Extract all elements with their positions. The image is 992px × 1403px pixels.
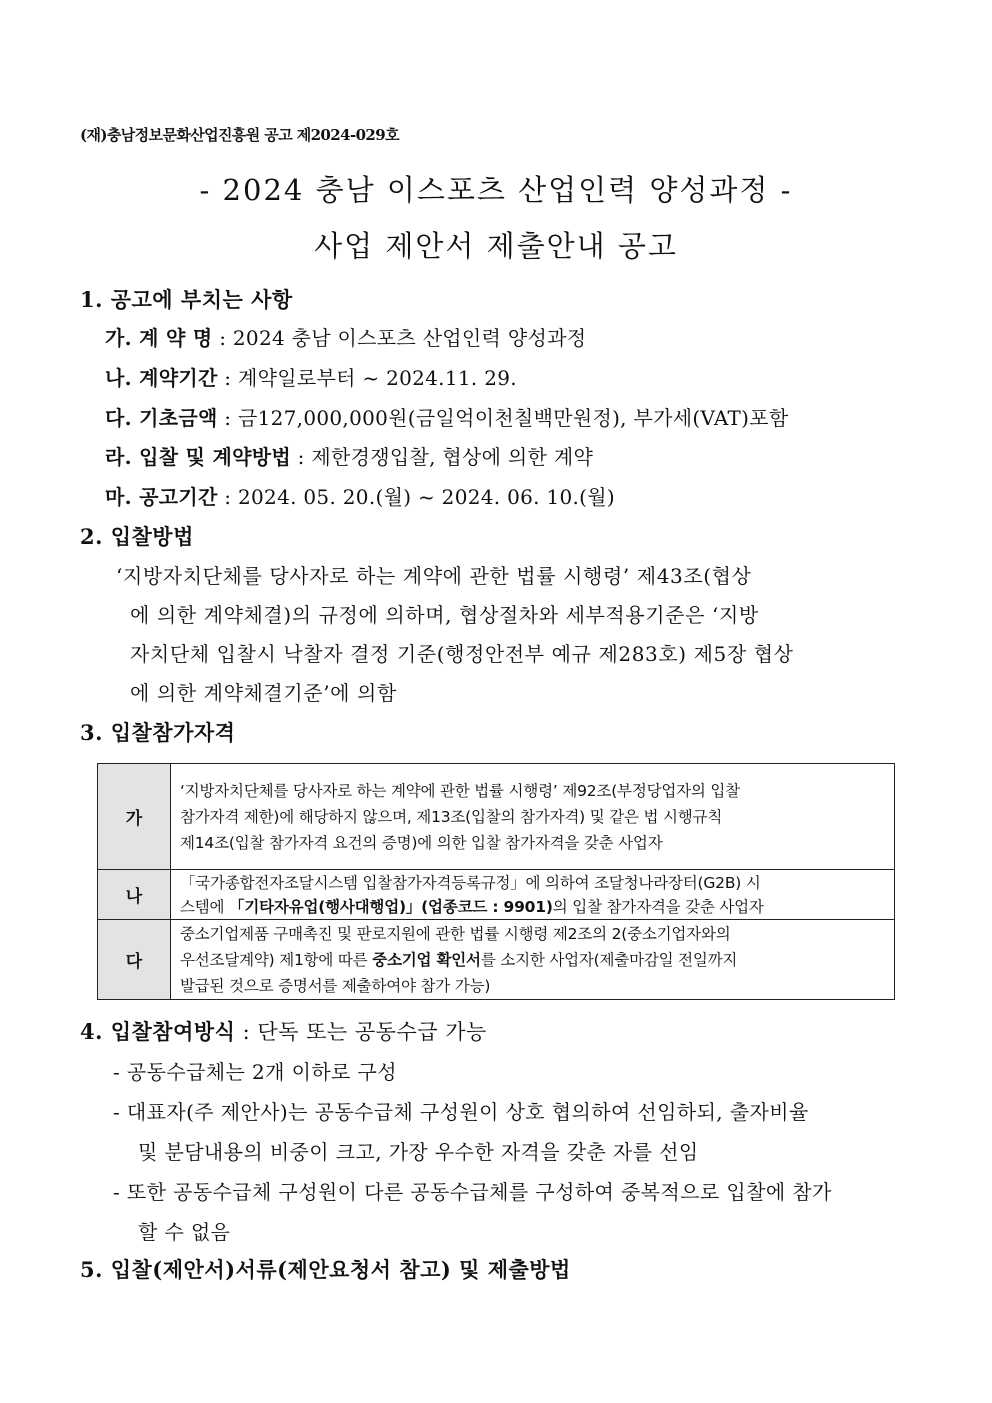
- text-line: 참가자격 제한)에 해당하지 않으며, 제13조(입찰의 참가자격) 및 같은 법 시행규칙: [180, 807, 723, 826]
- item-value: : 금127,000,000원(금일억이천칠백만원정), 부가세(VAT)포함: [217, 406, 789, 430]
- text-run-bold: 중소기업 확인서: [372, 950, 481, 969]
- item-label: 라. 입찰 및 계약방법: [105, 445, 292, 469]
- table-row: [98, 764, 895, 870]
- item-value: : 2024. 05. 20.(월) ~ 2024. 06. 10.(월): [217, 485, 615, 509]
- section-2-line: 에 의한 계약체결기준’에 의함: [130, 681, 397, 705]
- section-4-heading-value: : 단독 또는 공동수급 가능: [235, 1020, 487, 1044]
- text-line: 「국가종합전자조달시스템 입찰참가자격등록규정」에 의하여 조달청나라장터(G2B) 시: [180, 873, 761, 892]
- section-2-line: 자치단체 입찰시 낙찰자 결정 기준(행정안전부 예규 제283호) 제5장 협상: [130, 642, 794, 666]
- text-line: 제14조(입찰 참가자격 요건의 증명)에 의한 입찰 참가자격을 갖춘 사업자: [180, 833, 663, 852]
- item-label: 나. 계약기간: [105, 366, 218, 390]
- item-value: : 제한경쟁입찰, 협상에 의한 계약: [291, 445, 594, 469]
- item-contract-name: [105, 322, 586, 351]
- notice-number: (재)충남정보문화산업진흥원 공고 제2024-029호: [80, 126, 399, 144]
- text-line: [180, 895, 886, 919]
- item-bid-method: [105, 441, 593, 470]
- text-line: 중소기업제품 구매촉진 및 판로지원에 관한 법률 시행령 제2조의 2(중소기업자와의: [180, 924, 731, 943]
- row-text: [171, 920, 895, 1000]
- bullet-line: - 또한 공동수급체 구성원이 다른 공동수급체를 구성하여 중복적으로 입찰에 참가: [113, 1180, 832, 1204]
- section-5-heading: 5. 입찰(제안서)서류(제안요청서 참고) 및 제출방법: [80, 1257, 571, 1282]
- item-contract-period: [105, 362, 517, 391]
- section-2-line: ‘지방자치단체를 당사자로 하는 계약에 관한 법률 시행령’ 제43조(협상: [116, 564, 752, 588]
- row-label: 다: [98, 920, 171, 1000]
- table-row: [98, 870, 895, 920]
- bullet-line: 할 수 없음: [138, 1220, 231, 1244]
- text-run: 의 입찰 참가자격을 갖춘 사업자: [552, 897, 764, 916]
- text-run: 스템에: [180, 897, 230, 916]
- row-label: 나: [98, 870, 171, 920]
- row-text: [171, 764, 895, 870]
- title-line-2: 사업 제안서 제출안내 공고: [314, 229, 678, 263]
- text-line: 발급된 것으로 증명서를 제출하여야 참가 가능): [180, 976, 491, 995]
- item-value: : 2024 충남 이스포츠 산업인력 양성과정: [212, 326, 587, 350]
- item-base-amount: [105, 402, 788, 431]
- item-label: 마. 공고기간: [105, 485, 218, 509]
- row-text: [171, 870, 895, 920]
- qualifications-table: [97, 763, 895, 1000]
- section-4-heading-label: 4. 입찰참여방식: [80, 1019, 236, 1044]
- item-label: 다. 기초금액: [105, 406, 218, 430]
- table-row: [98, 920, 895, 1000]
- section-1-heading: 1. 공고에 부치는 사항: [80, 287, 293, 312]
- text-run-bold: 「기타자유업(행사대행업)」(업종코드 : 9901): [229, 897, 553, 916]
- bullet-line: 및 분담내용의 비중이 크고, 가장 우수한 자격을 갖춘 자를 선임: [138, 1140, 699, 1164]
- section-3-heading: 3. 입찰참가자격: [80, 720, 236, 745]
- item-value: : 계약일로부터 ~ 2024.11. 29.: [217, 366, 517, 390]
- title-line-1: - 2024 충남 이스포츠 산업인력 양성과정 -: [199, 173, 793, 207]
- text-line: ‘지방자치단체를 당사자로 하는 계약에 관한 법률 시행령’ 제92조(부정당업자의 입찰: [180, 781, 740, 800]
- item-label: 가. 계 약 명: [105, 326, 213, 350]
- text-line: [180, 947, 886, 973]
- section-4-heading: [80, 1016, 487, 1046]
- row-label: 가: [98, 764, 171, 870]
- text-run: 를 소지한 사업자(제출마감일 전일까지: [480, 950, 738, 969]
- text-run: 우선조달계약) 제1항에 따른: [180, 950, 373, 969]
- bullet-line: - 대표자(주 제안사)는 공동수급체 구성원이 상호 협의하여 선임하되, 출자비율: [113, 1100, 809, 1124]
- section-2-heading: 2. 입찰방법: [80, 524, 194, 549]
- item-notice-period: [105, 481, 615, 510]
- bullet-line: - 공동수급체는 2개 이하로 구성: [113, 1060, 397, 1084]
- section-2-line: 에 의한 계약체결)의 규정에 의하며, 협상절차와 세부적용기준은 ‘지방: [130, 603, 759, 627]
